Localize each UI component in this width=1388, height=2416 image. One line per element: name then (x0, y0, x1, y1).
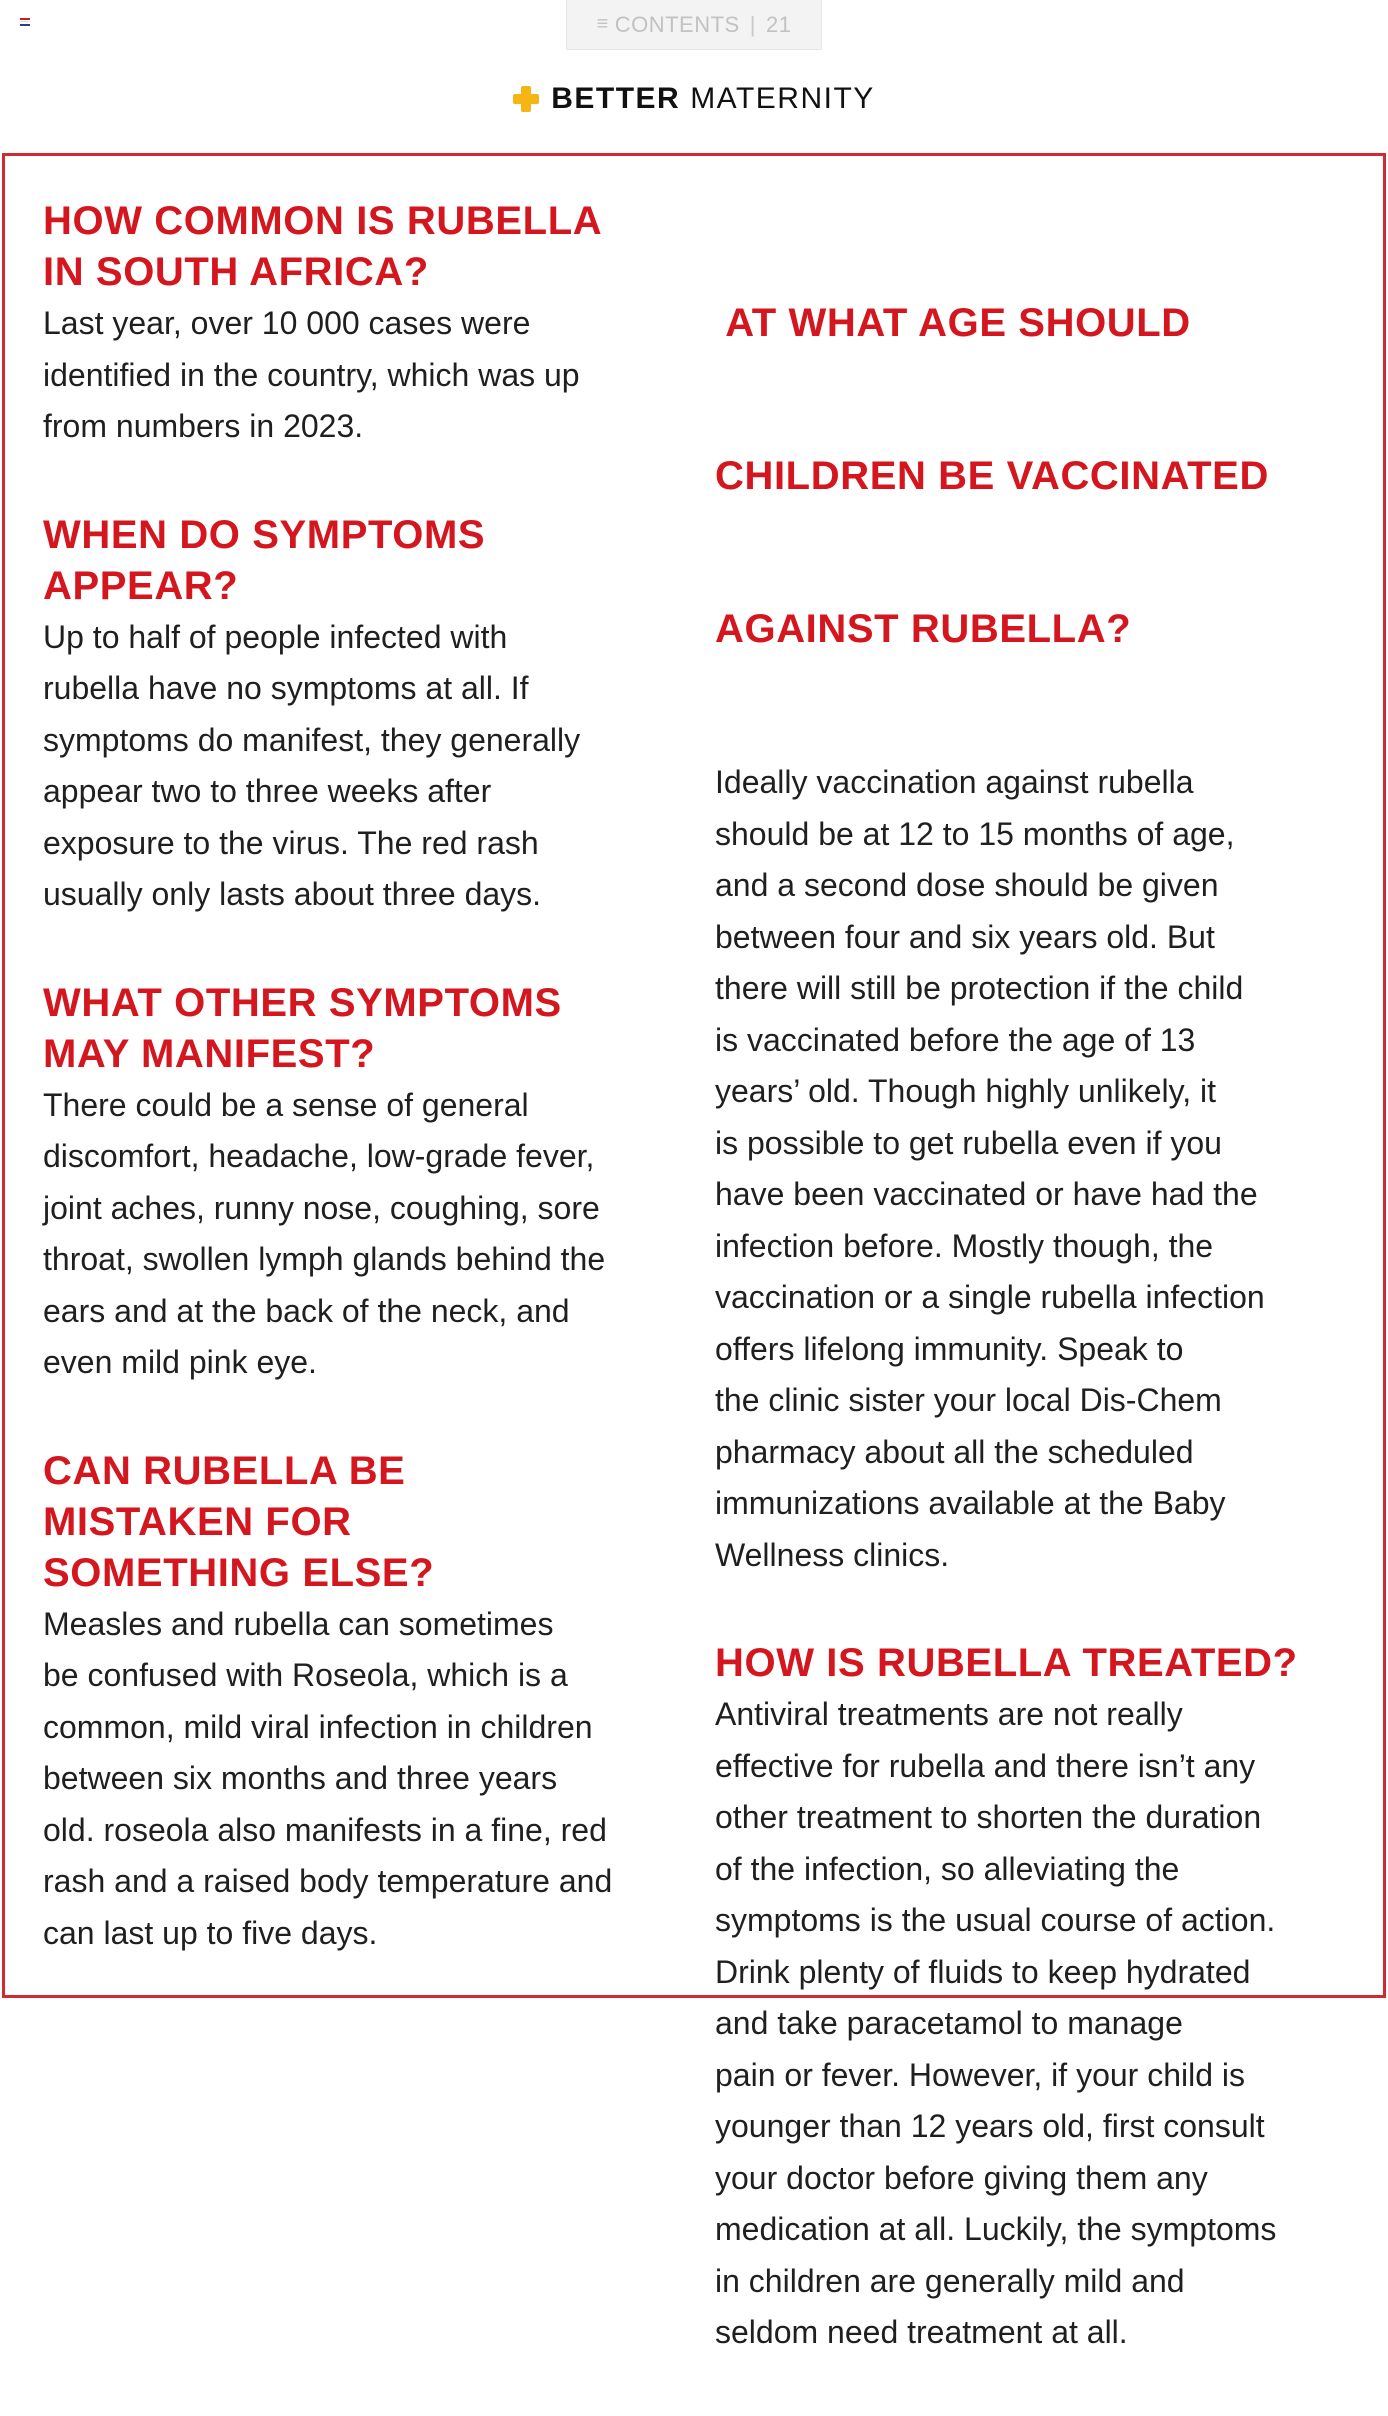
section-heading: CAN RUBELLA BE MISTAKEN FOR SOMETHING ELSE? (43, 1448, 435, 1595)
section-heading: HOW IS RUBELLA TREATED? (715, 1641, 1298, 1685)
section-heading: AT WHAT AGE SHOULD CHILDREN BE VACCINATED AGAINST RUBELLA? (715, 301, 1269, 651)
faq-section (43, 1446, 683, 1960)
section-header (0, 82, 1388, 116)
faq-section (715, 1638, 1355, 2359)
right-column (715, 196, 1355, 2416)
contents-button[interactable] (566, 0, 822, 50)
section-body: There could be a sense of general discomfort, headache, low-grade fever, joint aches, runny nose, coughing, sore throat, swollen lymph glands behind the ears and at the back of the neck, and even mild pink eye. (43, 1086, 606, 1380)
faq-section (43, 978, 683, 1389)
faq-section (43, 510, 683, 921)
brand-bold: BETTER (551, 82, 681, 115)
divider: | (749, 11, 756, 37)
section-body: Last year, over 10 000 cases were identified in the country, which was up from numbers in 2023. (43, 305, 580, 444)
article-frame (2, 153, 1386, 2350)
brand-regular: MATERNITY (690, 82, 875, 115)
faq-section (43, 196, 683, 453)
contents-label: CONTENTS (614, 11, 740, 37)
flag-icon (20, 18, 30, 27)
section-heading: WHAT OTHER SYMPTOMS MAY MANIFEST? (43, 980, 562, 1076)
section-body: Measles and rubella can sometimes be confused with Roseola, which is a common, mild viral infection in children between six months and three years old. roseola also manifests in a fine, red rash and a raised body temperature and can last up to five days. (43, 1605, 613, 1951)
section-body: Antiviral treatments are not really effective for rubella and there isn’t any other treatment to shorten the duration of the infection, so alleviating the symptoms is the usual course of action. Drink plenty of fluids to keep hydrated and take paracetamol to manage pain or fever. However, if your child is younger than 12 years old, first consult your doctor before giving them any medication at all. Luckily, the symptoms in children are generally mild and seldom need treatment at all. (715, 1696, 1277, 2350)
section-body: Ideally vaccination against rubella should be at 12 to 15 months of age, and a second dose should be given between four and six years old. But there will still be protection if the child is vaccinated before the age of 13 years’ old. Though highly unlikely, it is possible to get rubella even if you have been vaccinated or have had the infection before. Mostly though, the vaccination or a single rubella infection offers lifelong immunity. Speak to the clinic sister your local Dis-Chem pharmacy about all the scheduled immunizations available at the Baby Wellness clinics. (715, 764, 1265, 1573)
plus-cross-icon (513, 86, 539, 112)
menu-icon: ≡ (596, 13, 609, 35)
section-heading: WHEN DO SYMPTOMS APPEAR? (43, 512, 486, 608)
section-heading: HOW COMMON IS RUBELLA IN SOUTH AFRICA? (43, 199, 603, 294)
page-number: 21 (765, 11, 792, 37)
faq-section (715, 196, 1355, 1581)
section-body: Up to half of people infected with rubella have no symptoms at all. If symptoms do manifest, they generally appear two to three weeks after exposure to the virus. The red rash usually only lasts about three days. (43, 618, 581, 912)
left-column (43, 196, 683, 2016)
